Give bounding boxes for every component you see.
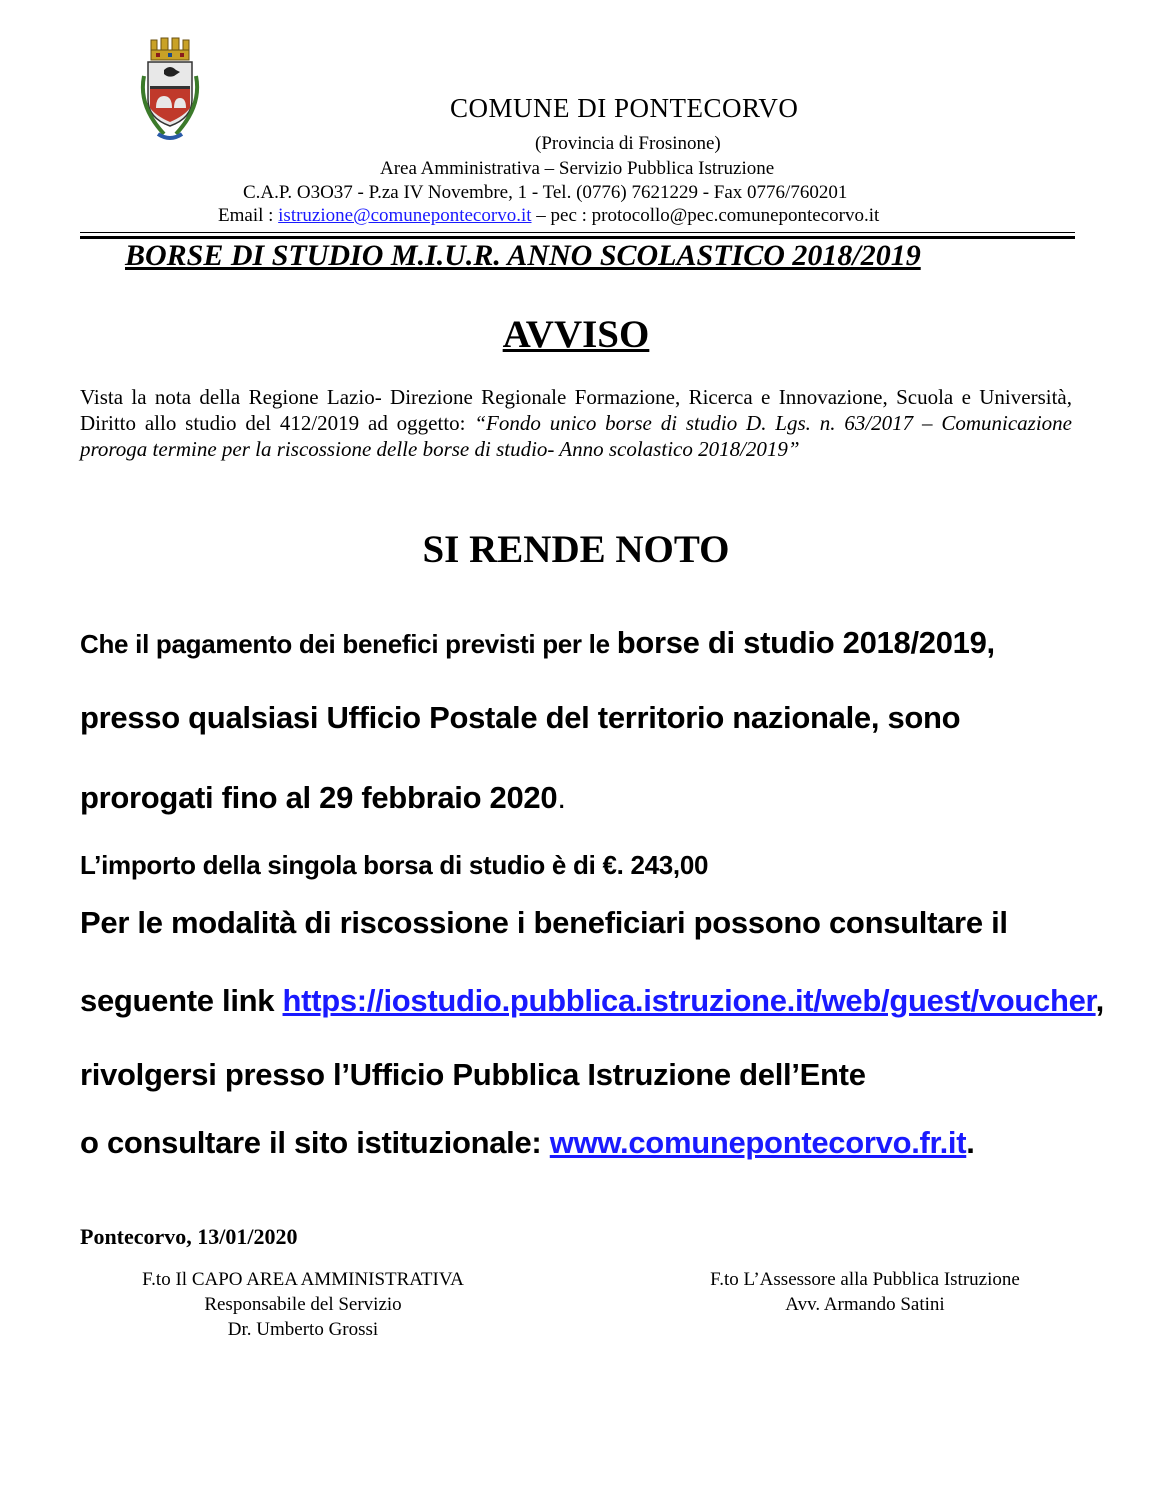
body-line-3	[80, 780, 566, 816]
intro-text: Vista la nota della Regione Lazio- Direzione Regionale Formazione, Ricerca e Innovazione, Scuola e Università, Diritto allo studio del 412/2019 ad oggetto:	[80, 385, 1072, 435]
signature-right-role: F.to L’Assessore alla Pubblica Istruzione	[710, 1269, 1020, 1290]
signature-left-name: Dr. Umberto Grossi	[227, 1319, 379, 1340]
body-line-8	[80, 1125, 975, 1161]
place-date: Pontecorvo, 13/01/2020	[80, 1224, 298, 1249]
document-title: BORSE DI STUDIO M.I.U.R. ANNO SCOLASTICO 2018/2019	[125, 239, 921, 272]
voucher-link[interactable]: https://iostudio.pubblica.istruzione.it/web/guest/voucher	[282, 983, 1096, 1018]
body-line-1-a: Che il pagamento dei benefici previsti per le	[80, 629, 617, 659]
body-line-6-end: ,	[1095, 983, 1104, 1018]
body-line-8-a: o consultare il sito istituzionale:	[80, 1125, 550, 1160]
email-link[interactable]: istruzione@comunepontecorvo.it	[278, 205, 532, 226]
email-prefix: Email :	[218, 205, 279, 226]
header-divider-thin	[80, 232, 1075, 233]
body-line-1-b: borse di studio 2018/2019,	[616, 625, 995, 660]
body-line-8-end: .	[966, 1125, 975, 1160]
intro-quote: “Fondo unico borse di studio D. Lgs. n. 63/2017 – Comunicazione proroga termine per la riscossione delle borse di studio- Anno scolastico 2018/2019”	[80, 411, 1072, 461]
deadline-text: prorogati fino al 29 febbraio 2020	[80, 780, 558, 815]
signature-left-role: F.to Il CAPO AREA AMMINISTRATIVA	[142, 1269, 464, 1290]
notice-heading: AVVISO	[502, 313, 650, 356]
crown-icon	[151, 38, 189, 60]
body-line-2: presso qualsiasi Ufficio Postale del territorio nazionale, sono	[80, 700, 961, 735]
announcement-heading: SI RENDE NOTO	[422, 528, 730, 571]
contact-line	[218, 205, 879, 227]
municipality-name: COMUNE DI PONTECORVO	[450, 93, 799, 123]
website-link[interactable]: www.comunepontecorvo.fr.it	[549, 1125, 967, 1160]
coat-of-arms-icon	[134, 36, 206, 148]
body-line-5: Per le modalità di riscossione i beneficiari possono consultare il	[80, 905, 1008, 940]
department: Area Amministrativa – Servizio Pubblica Istruzione	[380, 158, 775, 179]
body-line-6-a: seguente link	[80, 983, 283, 1018]
body-line-6	[80, 983, 1104, 1019]
province: (Provincia di Frosinone)	[535, 133, 721, 154]
body-line-7: rivolgersi presso l’Ufficio Pubblica Istruzione dell’Ente	[80, 1057, 866, 1092]
body-line-1	[80, 625, 995, 661]
pec-address: – pec : protocollo@pec.comunepontecorvo.it	[531, 205, 880, 226]
signature-left	[140, 1267, 466, 1342]
amount-line: L’importo della singola borsa di studio è di €. 243,00	[80, 850, 709, 880]
signature-right-name: Avv. Armando Satini	[785, 1294, 945, 1315]
signature-right	[686, 1267, 1044, 1317]
intro-paragraph	[80, 384, 1072, 462]
signature-left-subrole: Responsabile del Servizio	[204, 1294, 402, 1315]
body-line-3-end: .	[557, 780, 566, 815]
address-line: C.A.P. O3O37 - P.za IV Novembre, 1 - Tel. (0776) 7621229 - Fax 0776/760201	[243, 182, 848, 203]
